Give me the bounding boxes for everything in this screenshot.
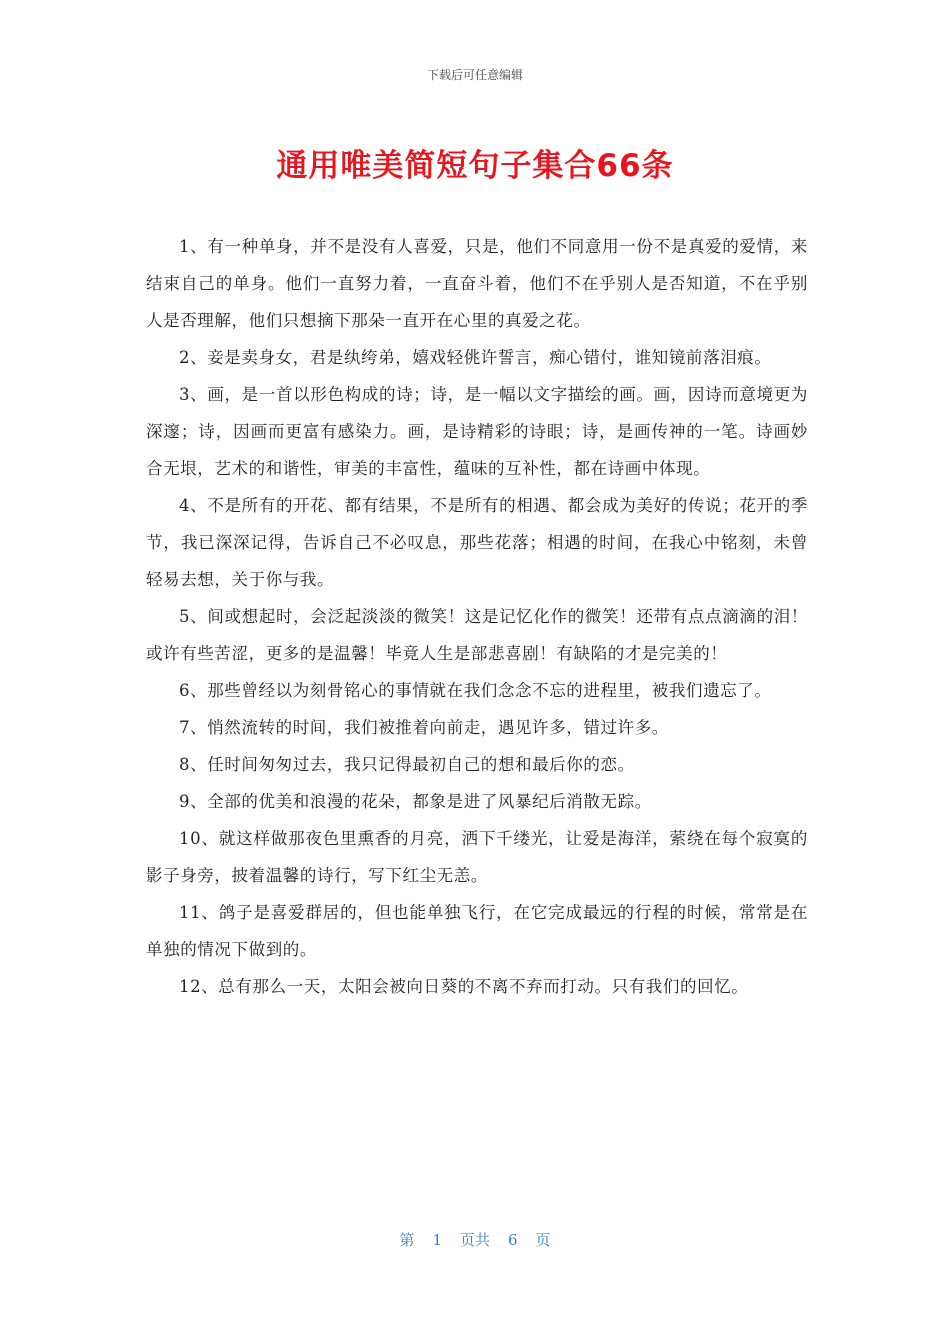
current-page-number: 1: [432, 1231, 442, 1249]
paragraph-4: 4、不是所有的开花、都有结果，不是所有的相遇、都会成为美好的传说；花开的季节，我已深深记得，告诉自己不必叹息，那些花落；相遇的时间，在我心中铭刻，未曾轻易去想，关于你与我。: [146, 496, 808, 589]
paragraph-5: 5、间或想起时，会泛起淡淡的微笑！这是记忆化作的微笑！还带有点点滴滴的泪！或许有些苦涩，更多的是温馨！毕竟人生是部悲喜剧！有缺陷的才是完美的！: [146, 607, 808, 663]
total-pages-number: 6: [508, 1231, 518, 1249]
paragraph-8: 8、任时间匆匆过去，我只记得最初自己的想和最后你的恋。: [179, 755, 635, 774]
paragraph-1: 1、有一种单身，并不是没有人喜爱，只是，他们不同意用一份不是真爱的爱情，来结束自己的单身。他们一直努力着，一直奋斗着，他们不在乎别人是否知道，不在乎别人是否理解，他们只想摘下那朵一直开在心里的真爱之花。: [146, 237, 808, 330]
page-footer: [0, 1229, 950, 1250]
paragraph-12: 12、总有那么一天，太阳会被向日葵的不离不弃而打动。只有我们的回忆。: [179, 977, 749, 996]
document-title: 通用唯美简短句子集合66条: [276, 148, 674, 184]
paragraph-11: 11、鸽子是喜爱群居的，但也能单独飞行，在它完成最远的行程的时候，常常是在单独的情况下做到的。: [146, 903, 808, 959]
paragraph-9: 9、全部的优美和浪漫的花朵，都象是进了风暴纪后消散无踪。: [179, 792, 652, 811]
document-body: [146, 228, 808, 1005]
paragraph-10: 10、就这样做那夜色里熏香的月亮，洒下千缕光，让爱是海洋，萦绕在每个寂寞的影子身旁，披着温馨的诗行，写下红尘无恙。: [146, 829, 808, 885]
paragraph-6: 6、那些曾经以为刻骨铭心的事情就在我们念念不忘的进程里，被我们遗忘了。: [179, 681, 772, 700]
paragraph-3: 3、画，是一首以形色构成的诗；诗，是一幅以文字描绘的画。画，因诗而意境更为深邃；诗，因画而更富有感染力。画，是诗精彩的诗眼；诗，是画传神的一笔。诗画妙合无垠，艺术的和谐性，审美的丰富性，蕴味的互补性，都在诗画中体现。: [146, 385, 808, 478]
page-prefix: 第: [399, 1231, 415, 1249]
paragraph-2: 2、妾是卖身女，君是纨绔弟，嬉戏轻佻许誓言，痴心错付，谁知镜前落泪痕。: [179, 348, 772, 367]
paragraph-7: 7、悄然流转的时间，我们被推着向前走，遇见许多，错过许多。: [179, 718, 669, 737]
page-suffix: 页: [535, 1231, 551, 1249]
header-note: 下载后可任意编辑: [426, 68, 523, 82]
page-middle: 页共: [459, 1231, 490, 1249]
